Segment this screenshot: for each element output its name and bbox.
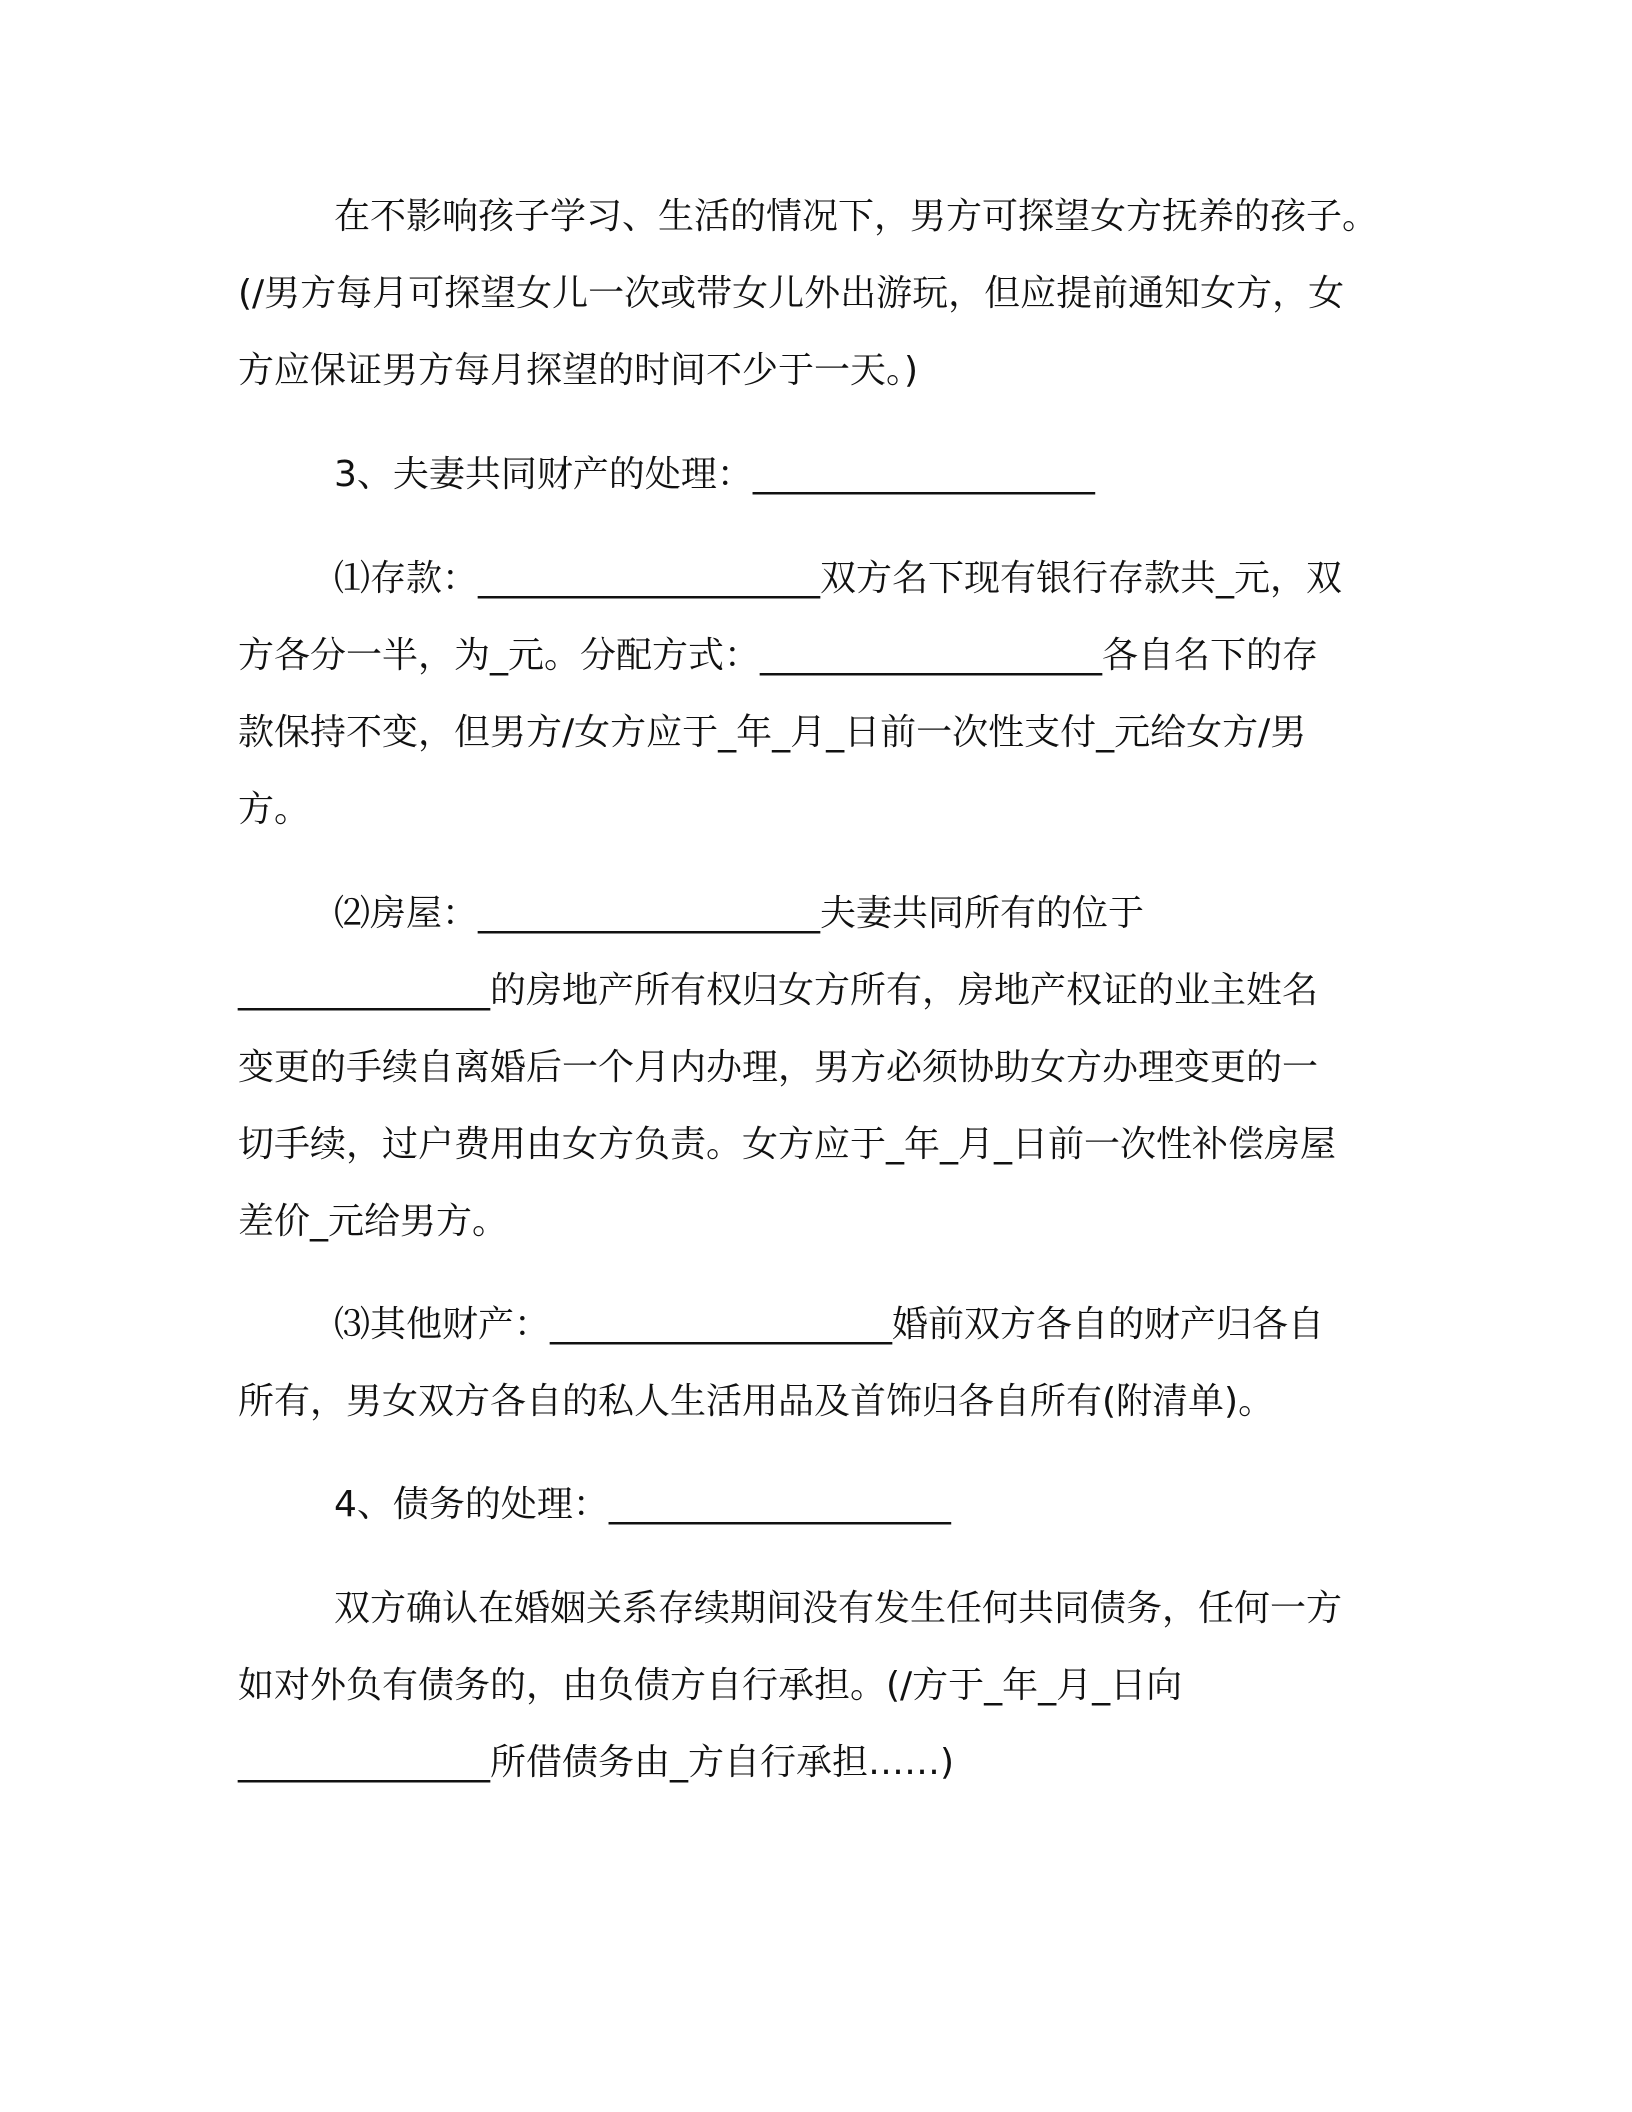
text-line: ______________所借债务由_方自行承担……) xyxy=(238,1742,955,1783)
text-line: 如对外负有债务的，由负债方自行承担。(/方于_年_月_日向 xyxy=(238,1665,1183,1706)
text-line: ⑴存款：___________________双方名下现有银行存款共_元，双 xyxy=(334,558,1343,599)
text-line: 款保持不变，但男方/女方应于_年_月_日前一次性支付_元给女方/男 xyxy=(238,712,1307,753)
paragraph-house xyxy=(238,875,1398,1260)
paragraph-visitation xyxy=(238,178,1398,409)
text-line: 差价_元给男方。 xyxy=(238,1201,509,1242)
text-line: 方。 xyxy=(238,789,311,830)
text-line: 方应保证男方每月探望的时间不少于一天。) xyxy=(238,350,919,391)
paragraph-other-property xyxy=(238,1286,1398,1440)
text-line: 4、债务的处理：___________________ xyxy=(334,1484,951,1525)
section-3-heading xyxy=(238,436,1398,513)
text-line: 切手续，过户费用由女方负责。女方应于_年_月_日前一次性补偿房屋 xyxy=(238,1124,1337,1165)
text-line: 在不影响孩子学习、生活的情况下，男方可探望女方抚养的孩子。 xyxy=(334,196,1379,237)
text-line: ⑵房屋：___________________夫妻共同所有的位于 xyxy=(334,893,1145,934)
text-line: 方各分一半，为_元。分配方式：___________________各自名下的存 xyxy=(238,635,1319,676)
section-4-heading xyxy=(238,1466,1398,1543)
text-line: (/男方每月可探望女儿一次或带女儿外出游玩，但应提前通知女方，女 xyxy=(238,273,1345,314)
paragraph-deposits xyxy=(238,540,1398,848)
text-line: ______________的房地产所有权归女方所有，房地产权证的业主姓名 xyxy=(238,970,1319,1011)
text-line: 3、夫妻共同财产的处理：___________________ xyxy=(334,454,1095,495)
text-line: 变更的手续自离婚后一个月内办理，男方必须协助女方办理变更的一 xyxy=(238,1047,1319,1088)
text-line: 双方确认在婚姻关系存续期间没有发生任何共同债务，任何一方 xyxy=(334,1588,1343,1629)
text-line: ⑶其他财产：___________________婚前双方各自的财产归各自 xyxy=(334,1304,1325,1345)
text-line: 所有，男女双方各自的私人生活用品及首饰归各自所有(附清单)。 xyxy=(238,1381,1275,1422)
paragraph-debts xyxy=(238,1570,1398,1801)
